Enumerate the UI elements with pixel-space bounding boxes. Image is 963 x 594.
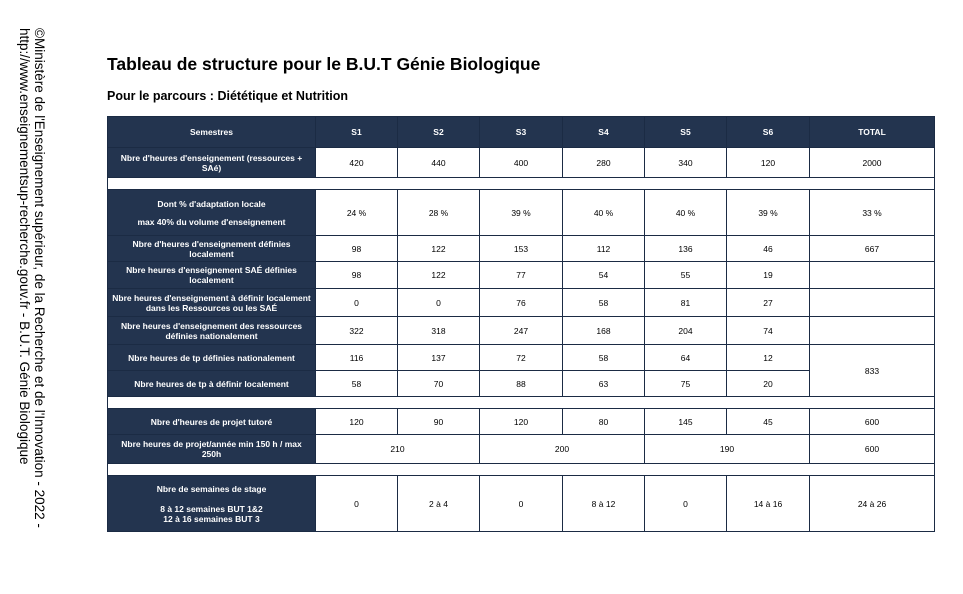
table-cell: 0 xyxy=(645,476,727,532)
table-cell: 0 xyxy=(480,476,563,532)
table-cell: 28 % xyxy=(398,190,480,236)
table-cell: 75 xyxy=(645,371,727,397)
table-row xyxy=(108,262,935,289)
spacer-cell xyxy=(108,397,935,409)
table-cell: 136 xyxy=(645,236,727,262)
table-cell: 2 à 4 xyxy=(398,476,480,532)
row-label-line: Dont % d'adaptation locale xyxy=(157,198,266,209)
table-cell: 322 xyxy=(316,317,398,345)
row-label xyxy=(108,190,316,236)
table-cell xyxy=(810,262,935,289)
table-cell: 81 xyxy=(645,289,727,317)
table-cell: 2000 xyxy=(810,148,935,178)
copyright-line-1: ©Ministère de l'Enseignement supérieur, de la Recherche et de l'Innovation - 2022 - xyxy=(32,28,47,528)
header-semestres: Semestres xyxy=(108,117,316,148)
table-cell: 340 xyxy=(645,148,727,178)
table-cell: 280 xyxy=(563,148,645,178)
row-label-line: 8 à 12 semaines BUT 1&2 xyxy=(160,503,263,514)
table-cell: 400 xyxy=(480,148,563,178)
copyright-line-2: http://www.enseignementsup-recherche.gouv.fr - B.U.T. Génie Biologique xyxy=(17,28,32,465)
table-row xyxy=(108,236,935,262)
table-cell: 90 xyxy=(398,409,480,435)
table-cell: 145 xyxy=(645,409,727,435)
table-cell: 12 xyxy=(727,345,810,371)
row-label: Nbre heures d'enseignement des ressources définies nationalement xyxy=(108,317,316,345)
table-cell: 40 % xyxy=(645,190,727,236)
row-label: Nbre heures de projet/année min 150 h / max 250h xyxy=(108,435,316,464)
table-cell: 833 xyxy=(810,345,935,397)
table-cell: 72 xyxy=(480,345,563,371)
table-cell: 63 xyxy=(563,371,645,397)
table-cell: 39 % xyxy=(727,190,810,236)
spacer-cell xyxy=(108,178,935,190)
table-cell: 153 xyxy=(480,236,563,262)
table-row xyxy=(108,435,935,464)
row-label-line: 12 à 16 semaines BUT 3 xyxy=(163,513,260,524)
table-cell xyxy=(810,317,935,345)
table-cell: 40 % xyxy=(563,190,645,236)
page-title: Tableau de structure pour le B.U.T Génie Biologique xyxy=(107,54,541,74)
table-cell: 98 xyxy=(316,262,398,289)
row-label: Nbre d'heures d'enseignement (ressources + SAé) xyxy=(108,148,316,178)
header-s1: S1 xyxy=(316,117,398,148)
table-cell: 45 xyxy=(727,409,810,435)
table-row xyxy=(108,476,935,532)
header-s6: S6 xyxy=(727,117,810,148)
structure-table xyxy=(107,116,935,532)
table-cell: 77 xyxy=(480,262,563,289)
table-cell: 76 xyxy=(480,289,563,317)
table-cell: 74 xyxy=(727,317,810,345)
table-cell: 58 xyxy=(563,289,645,317)
table-cell: 0 xyxy=(398,289,480,317)
table-cell: 210 xyxy=(316,435,480,464)
table-cell: 137 xyxy=(398,345,480,371)
header-s3: S3 xyxy=(480,117,563,148)
table-cell: 46 xyxy=(727,236,810,262)
copyright-text xyxy=(0,28,47,594)
row-label: Nbre d'heures de projet tutoré xyxy=(108,409,316,435)
table-cell: 70 xyxy=(398,371,480,397)
table-cell: 39 % xyxy=(480,190,563,236)
table-cell: 0 xyxy=(316,476,398,532)
table-cell: 318 xyxy=(398,317,480,345)
row-label xyxy=(108,476,316,532)
table-row xyxy=(108,148,935,178)
table-cell: 98 xyxy=(316,236,398,262)
row-label: Nbre heures de tp à définir localement xyxy=(108,371,316,397)
table-row xyxy=(108,409,935,435)
table-cell: 440 xyxy=(398,148,480,178)
table-cell: 116 xyxy=(316,345,398,371)
row-label: Nbre heures de tp définies nationalement xyxy=(108,345,316,371)
table-cell: 112 xyxy=(563,236,645,262)
table-cell: 600 xyxy=(810,409,935,435)
table-cell: 122 xyxy=(398,262,480,289)
page-subtitle: Pour le parcours : Diététique et Nutrition xyxy=(107,89,348,103)
table-cell: 122 xyxy=(398,236,480,262)
spacer-row xyxy=(108,464,935,476)
table-row xyxy=(108,345,935,371)
table-cell: 19 xyxy=(727,262,810,289)
table-cell: 64 xyxy=(645,345,727,371)
table-cell: 80 xyxy=(563,409,645,435)
row-label: Nbre heures d'enseignement à définir localement dans les Ressources ou les SAÉ xyxy=(108,289,316,317)
spacer-row xyxy=(108,178,935,190)
spacer-row xyxy=(108,397,935,409)
table-cell: 247 xyxy=(480,317,563,345)
table-cell: 200 xyxy=(480,435,645,464)
spacer-cell xyxy=(108,464,935,476)
table-header-row xyxy=(108,117,935,148)
table-cell: 58 xyxy=(563,345,645,371)
table-cell: 8 à 12 xyxy=(563,476,645,532)
table-cell: 88 xyxy=(480,371,563,397)
table-cell: 33 % xyxy=(810,190,935,236)
table-cell: 14 à 16 xyxy=(727,476,810,532)
copyright-sidebar xyxy=(0,0,48,566)
table-cell: 600 xyxy=(810,435,935,464)
table-cell xyxy=(810,289,935,317)
table-cell: 54 xyxy=(563,262,645,289)
row-label: Nbre heures d'enseignement SAÉ définies localement xyxy=(108,262,316,289)
table-cell: 58 xyxy=(316,371,398,397)
table-row xyxy=(108,289,935,317)
table-row xyxy=(108,190,935,236)
row-label: Nbre d'heures d'enseignement définies localement xyxy=(108,236,316,262)
table-row xyxy=(108,317,935,345)
table-cell: 190 xyxy=(645,435,810,464)
table-cell: 27 xyxy=(727,289,810,317)
table-cell: 20 xyxy=(727,371,810,397)
table-cell: 0 xyxy=(316,289,398,317)
table-cell: 667 xyxy=(810,236,935,262)
header-total: TOTAL xyxy=(810,117,935,148)
header-s4: S4 xyxy=(563,117,645,148)
header-s5: S5 xyxy=(645,117,727,148)
table-cell: 24 à 26 xyxy=(810,476,935,532)
table-cell: 420 xyxy=(316,148,398,178)
table-cell: 120 xyxy=(727,148,810,178)
table-cell: 204 xyxy=(645,317,727,345)
row-label-line: max 40% du volume d'enseignement xyxy=(137,216,286,227)
table-cell: 55 xyxy=(645,262,727,289)
row-label-line: Nbre de semaines de stage xyxy=(156,483,267,494)
header-s2: S2 xyxy=(398,117,480,148)
table-cell: 120 xyxy=(316,409,398,435)
table-cell: 24 % xyxy=(316,190,398,236)
table-cell: 168 xyxy=(563,317,645,345)
table-cell: 120 xyxy=(480,409,563,435)
